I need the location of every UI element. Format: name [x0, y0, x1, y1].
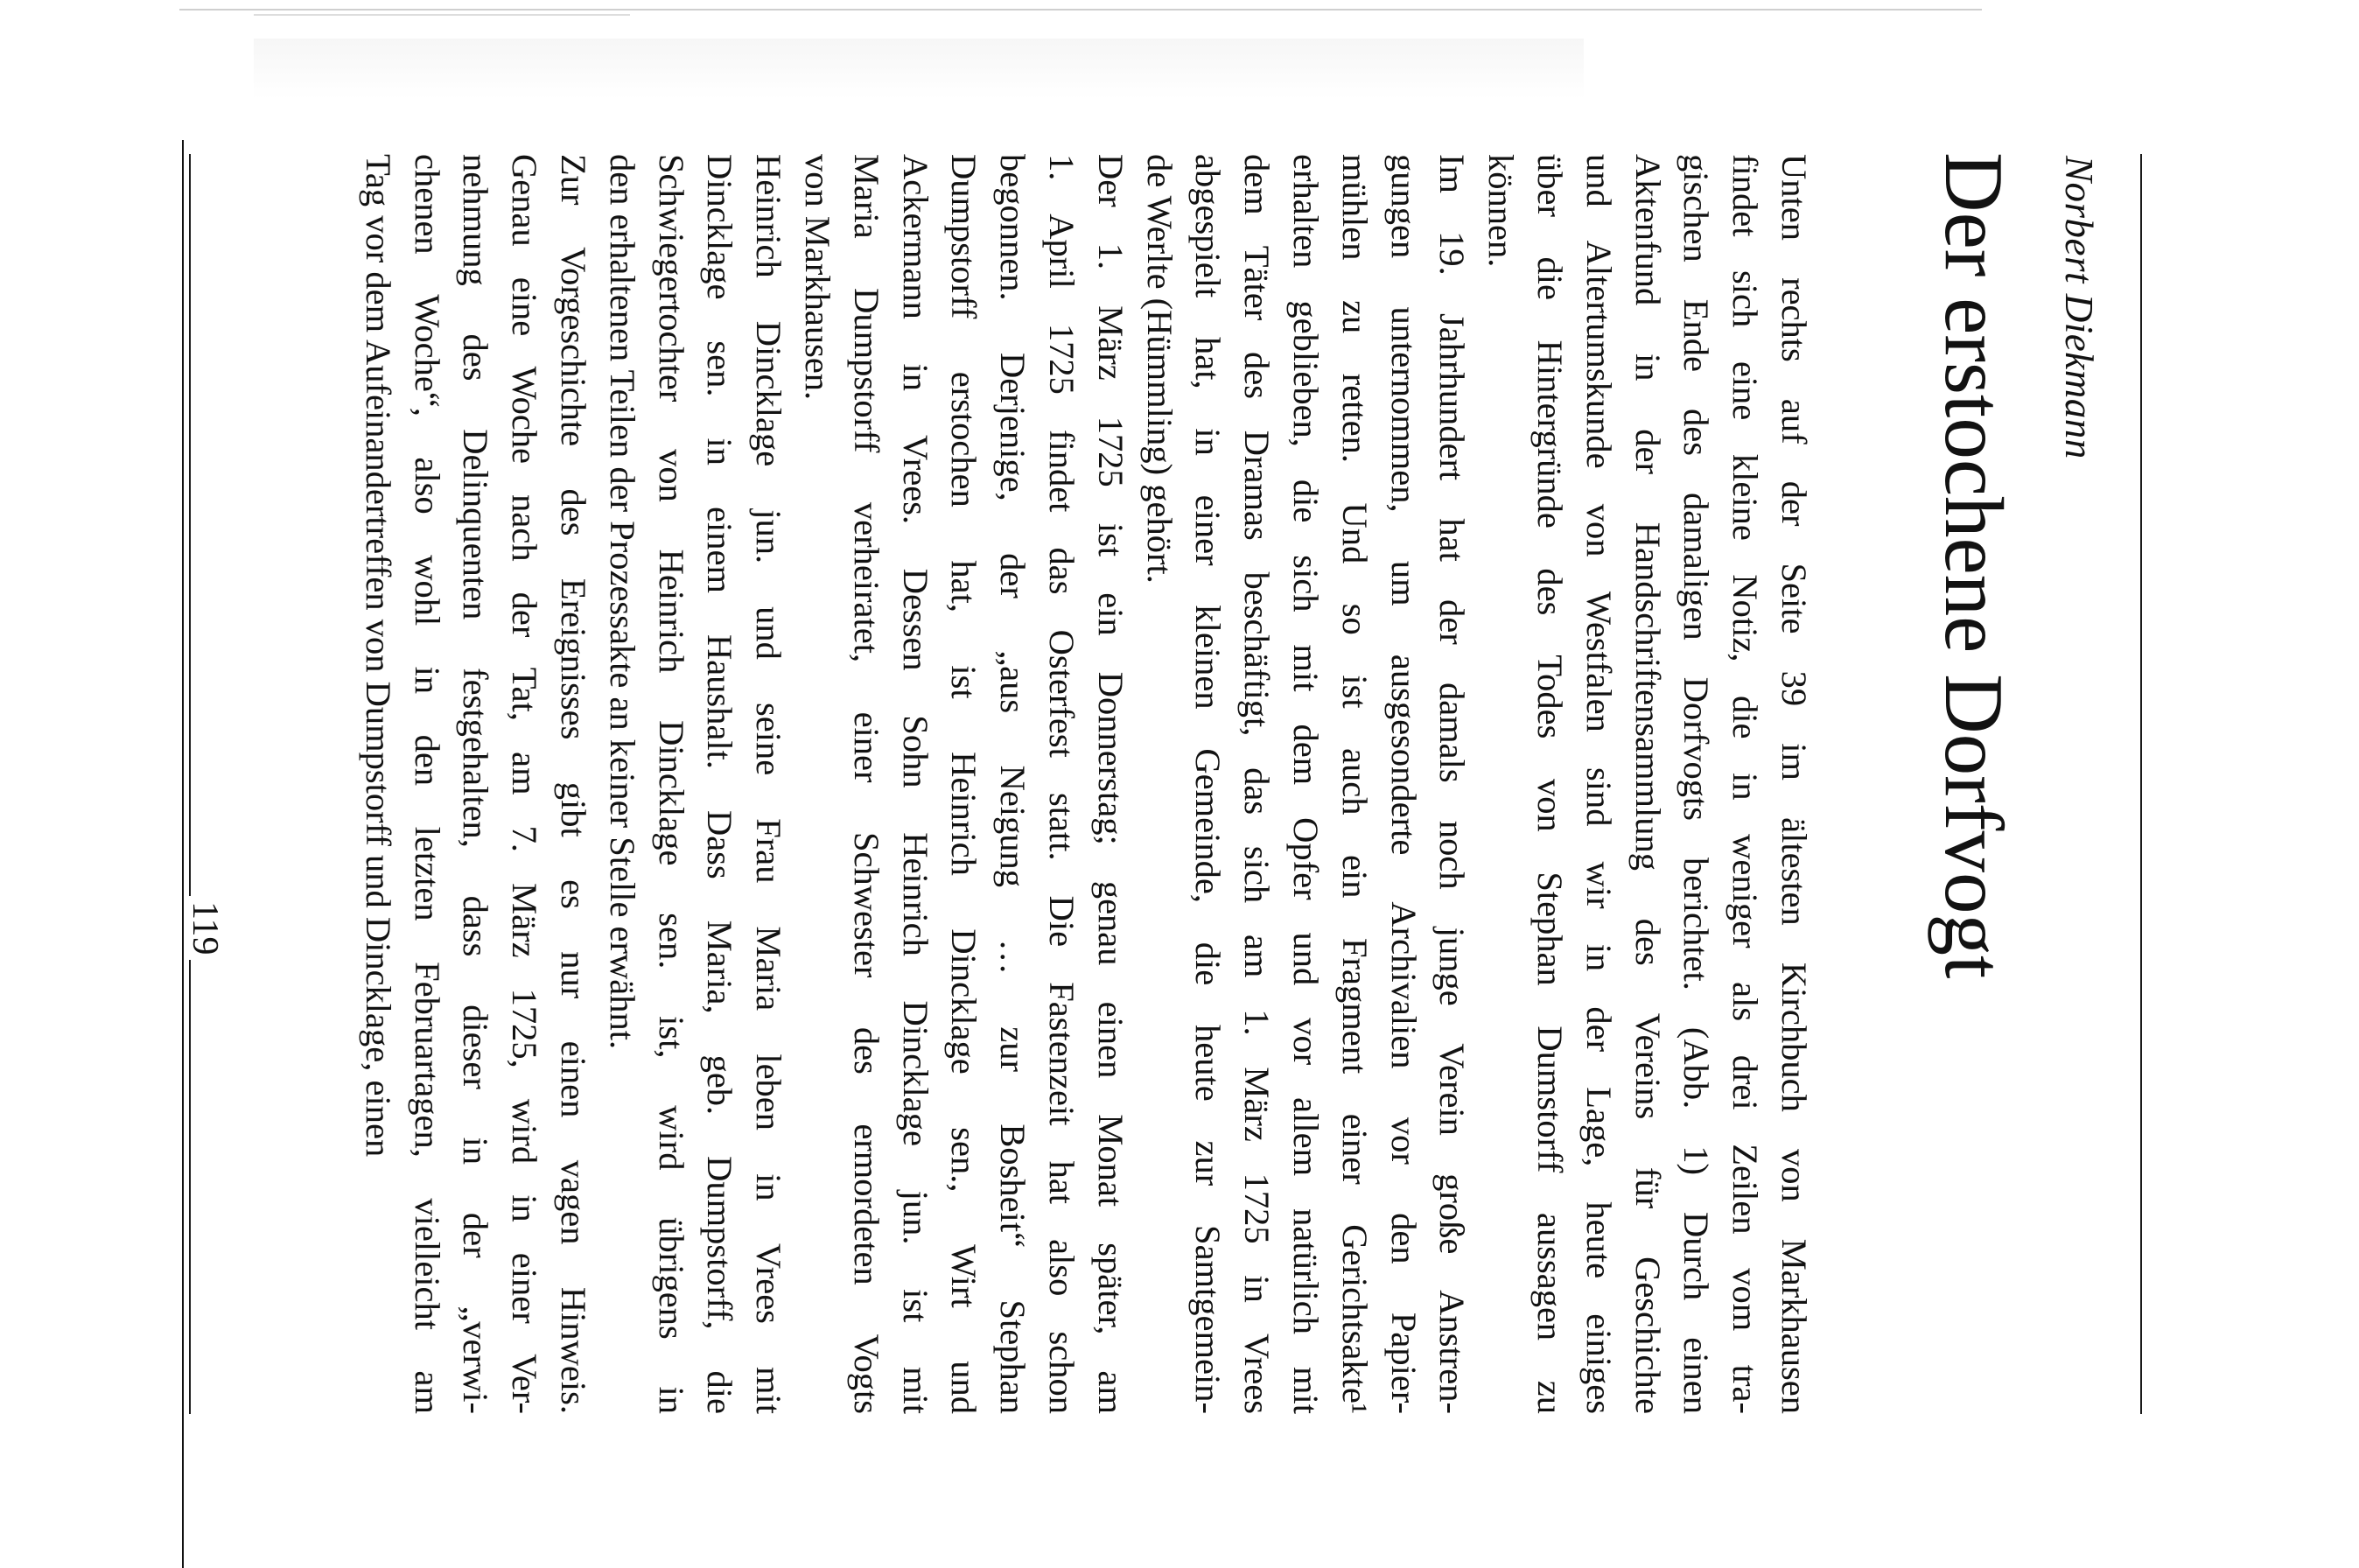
scan-artifact-line — [254, 14, 630, 16]
header-rule — [2140, 154, 2142, 1414]
text-line: Heinrich Dincklage jun. und seine Frau Maria leben in Vrees mit — [749, 154, 789, 1414]
text-line: Schwiegertochter von Heinrich Dincklage sen. ist, wird übrigens in — [651, 154, 691, 1414]
text-line: Tag vor dem Aufeinandertreffen von Dumpstorff und Dincklage, einen — [358, 154, 398, 1158]
text-line: Der 1. März 1725 ist ein Donnerstag; genau einen Monat später, am — [1090, 154, 1130, 1414]
text-line: nehmung des Delinquenten festgehalten, dass dieser in der „verwi- — [456, 154, 496, 1414]
text-line: dem Täter des Dramas beschäftigt, das sich am 1. März 1725 in Vrees — [1237, 154, 1278, 1414]
text-line: Dincklage sen. in einem Haushalt. Dass Maria, geb. Dumpstorff, die — [700, 154, 740, 1414]
paragraph — [1135, 154, 1477, 1414]
text-line: und Altertumskunde von Westfalen sind wir in der Lage, heute einiges — [1578, 154, 1619, 1414]
paragraph — [354, 154, 598, 1414]
text-line: begonnen. Derjenige, der „aus Neigung … zur Bosheit“ Stephan — [993, 154, 1033, 1414]
text-line: Genau eine Woche nach der Tat, am 7. März 1725, wird in einer Ver- — [505, 154, 545, 1414]
paragraph — [598, 154, 793, 1414]
text-line: von Markhausen. — [798, 154, 838, 401]
text-line: gischen Ende des damaligen Dorfvogts berichtet. (Abb. 1) Durch einen — [1676, 154, 1717, 1414]
text-line: gungen unternommen, um ausgesonderte Archivalien vor den Papier- — [1383, 154, 1424, 1414]
article-body — [354, 154, 1818, 1414]
text-line: Unten rechts auf der Seite 39 im ältesten Kirchbuch von Markhausen — [1774, 154, 1814, 1414]
author-name: Norbert Diekmann — [2057, 156, 2101, 459]
text-line: Maria Dumpstorff verheiratet, einer Schwester des ermordeten Vogts — [846, 154, 886, 1414]
text-line: Im 19. Jahrhundert hat der damals noch junge Verein große Anstren- — [1432, 154, 1473, 1414]
text-line: Ackermann in Vrees. Dessen Sohn Heinrich Dincklage jun. ist mit — [895, 154, 935, 1414]
paragraph — [1476, 154, 1818, 1414]
text-line: erhalten geblieben, die sich mit dem Opfer und vor allem natürlich mit — [1286, 154, 1326, 1414]
text-line: chenen Woche“, also wohl in den letzten Februartagen, vielleicht am — [407, 154, 447, 1414]
text-line: können. — [1481, 154, 1522, 268]
book-page — [185, 140, 2142, 1568]
article-title: Der erstochene Dorfvogt — [1928, 152, 2020, 979]
text-line: Aktenfund in der Handschriftensammlung des Vereins für Geschichte — [1628, 154, 1668, 1414]
text-line: de Werlte (Hümmling) gehört. — [1139, 154, 1180, 584]
text-line: den erhaltenen Teilen der Prozessakte an keiner Stelle erwähnt. — [602, 154, 642, 1050]
text-line: 1. April 1725 findet das Osterfest statt. Die Fastenzeit hat also schon — [1042, 154, 1082, 1414]
scan-bleed-through — [254, 38, 1584, 100]
text-line: Zur Vorgeschichte des Ereignisses gibt es nur einen vagen Hinweis. — [554, 154, 594, 1414]
scan-artifact-line — [179, 9, 1982, 10]
text-line: Dumpstorff erstochen hat, ist Heinrich Dincklage sen., Wirt und — [944, 154, 984, 1414]
text-line: mühlen zu retten. Und so ist auch ein Fragment einer Gerichtsakte¹ — [1334, 154, 1375, 1414]
text-line: abgespielt hat, in einer kleinen Gemeinde, die heute zur Samtgemein- — [1188, 154, 1228, 1414]
text-line: findet sich eine kleine Notiz, die in weniger als drei Zeilen vom tra- — [1726, 154, 1766, 1414]
page-number: 119 — [184, 896, 226, 960]
page-footer — [164, 140, 225, 1568]
paragraph — [793, 154, 1135, 1414]
text-line: über die Hintergründe des Todes von Stephan Dumstorff aussagen zu — [1530, 154, 1571, 1414]
